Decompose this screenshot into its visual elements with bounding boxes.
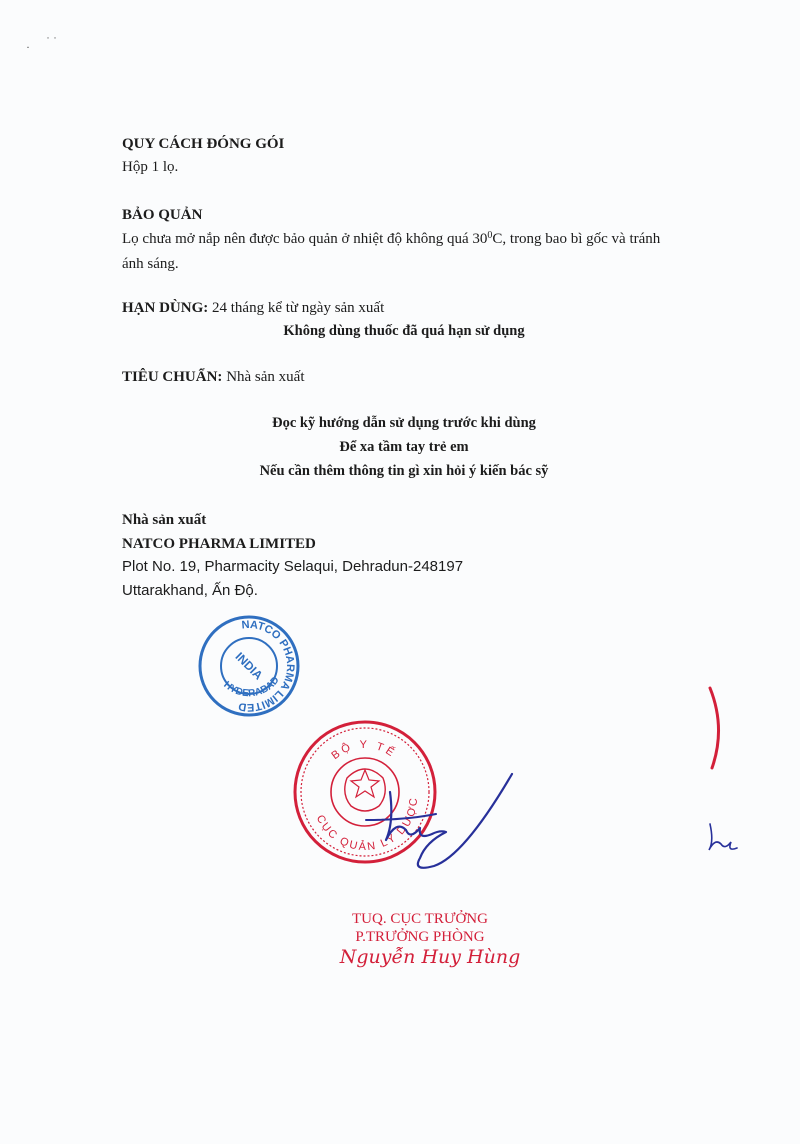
standard-label: TIÊU CHUẨN: <box>122 369 223 385</box>
advice-line-3: Nếu cần thêm thông tin gì xin hỏi ý kiến bác sỹ <box>259 463 549 479</box>
signature <box>360 770 520 870</box>
official-stamp-top-text: BỘ Y TẾ <box>329 738 399 763</box>
company-stamp-city: HYDERABAD <box>221 674 282 700</box>
advice-line-2: Để xa tầm tay trẻ em <box>339 439 469 455</box>
company-stamp <box>197 614 301 718</box>
storage-heading: BẢO QUẢN <box>122 207 203 223</box>
manufacturer-name: NATCO PHARMA LIMITED <box>122 536 316 552</box>
standard-value: Nhà sản xuất <box>222 369 305 385</box>
margin-initials <box>704 818 738 854</box>
packaging-heading: QUY CÁCH ĐÓNG GÓI <box>122 136 285 152</box>
company-stamp-ring-text: NATCO PHARMA LIMITED <box>237 618 297 714</box>
shelf-life-label: HẠN DÙNG: <box>122 300 209 316</box>
margin-red-mark <box>700 684 730 774</box>
shelf-life-value: 24 tháng kể từ ngày sản xuất <box>208 300 385 316</box>
degree-superscript: 0 <box>487 230 493 241</box>
manufacturer-address-2: Uttarakhand, Ấn Độ. <box>122 582 258 599</box>
expiry-warning: Không dùng thuốc đã quá hạn sử dụng <box>283 323 525 339</box>
signer-name: Nguyễn Huy Hùng <box>339 946 521 968</box>
manufacturer-address-1: Plot No. 19, Pharmacity Selaqui, Dehradun-248197 <box>122 558 464 575</box>
storage-text-before: Lọ chưa mở nắp nên được bảo quản ở nhiệt độ không quá 30 <box>122 231 488 247</box>
manufacturer-label: Nhà sản xuất <box>122 512 207 528</box>
standard-line <box>122 367 305 387</box>
storage-line-2: ánh sáng. <box>122 256 179 272</box>
scan-speck: · <box>26 40 30 54</box>
packaging-content: Hộp 1 lọ. <box>122 159 179 175</box>
scan-speck: ˙ ˙ <box>46 34 57 48</box>
shelf-life-line <box>122 298 384 318</box>
company-stamp-center: INDIA <box>232 649 266 683</box>
signer-title-1: TUQ. CỤC TRƯỞNG <box>352 911 488 927</box>
signer-title-2: P.TRƯỞNG PHÒNG <box>355 929 485 945</box>
advice-line-1: Đọc kỹ hướng dẫn sử dụng trước khi dùng <box>272 415 536 431</box>
storage-text-after: C, trong bao bì gốc và tránh <box>492 231 661 247</box>
official-stamp-ring-text: CỤC QUẢN LÝ DƯỢC <box>313 795 421 854</box>
storage-line-1 <box>122 229 660 249</box>
